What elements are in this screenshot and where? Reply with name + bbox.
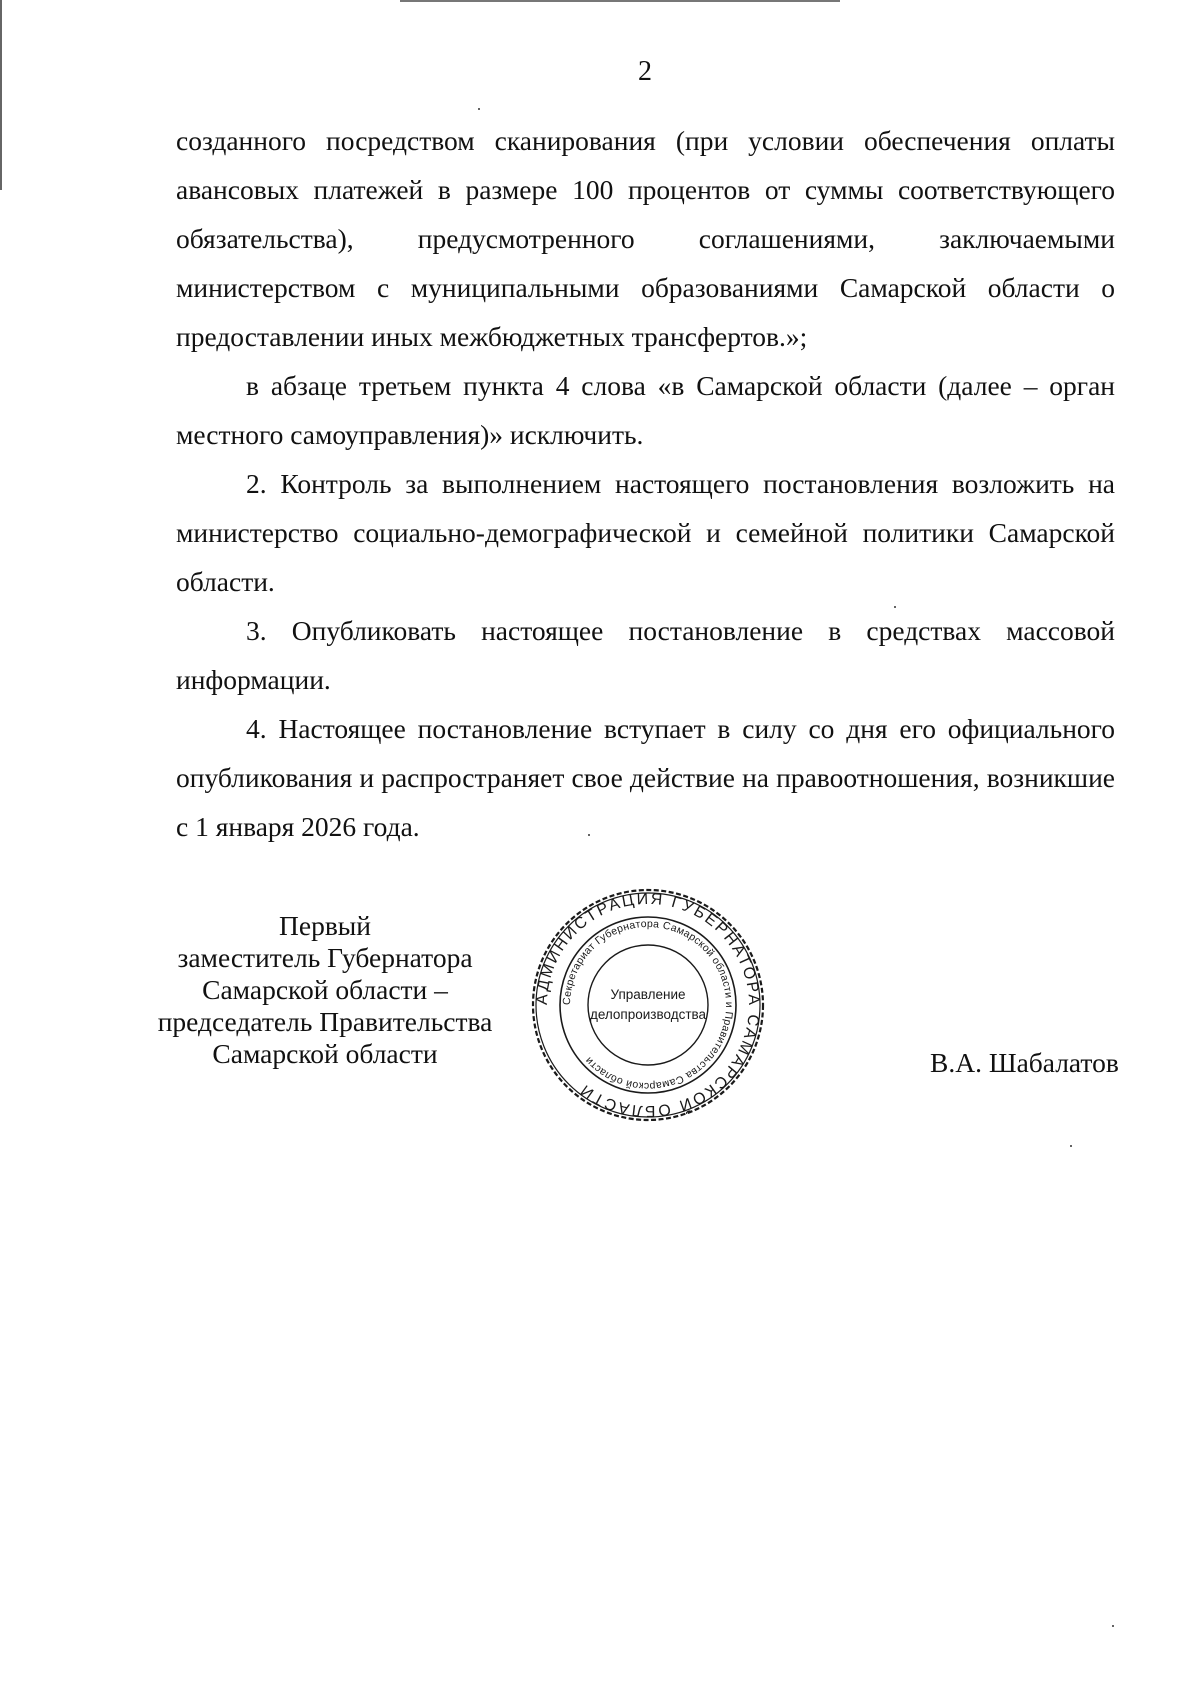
paragraph-control: 2. Контроль за выполнением настоящего постановления возложить на министерство социально-демографической и семейной политики Самарской области. (176, 468, 1115, 597)
position-line: Самарской области – (202, 974, 448, 1005)
official-seal (530, 887, 766, 1123)
page-number: 2 (638, 56, 652, 87)
seal-middle-ring (560, 917, 736, 1093)
seal-inner-ring (588, 945, 708, 1065)
position-line: председатель Правительства (157, 1006, 493, 1037)
scan-speck (588, 834, 590, 836)
position-line: заместитель Губернатора (177, 942, 473, 973)
paragraph-effective-date: 4. Настоящее постановление вступает в силу со дня его официального опубликования и распространяет свое действие на правоотношения, возникшие с 1 января 2026 года. (176, 713, 1115, 842)
paragraph-amendment: в абзаце третьем пункта 4 слова «в Самарской области (далее – орган местного самоуправления)» исключить. (176, 370, 1115, 450)
paragraph-continuation: созданного посредством сканирования (при условии обеспечения оплаты авансовых платежей в размере 100 процентов от суммы соответствующего обязательства), предусмотренного соглашениями, заключаемыми министерством с муниципальными образованиями Самарской области о предоставлении иных межбюджетных трансфертов.»; (176, 125, 1115, 352)
seal-center-line-2: делопроизводства (589, 1007, 707, 1022)
svg-text:Секретариат Губернатора Самарс (561, 918, 735, 1092)
position-line: Самарской области (212, 1038, 438, 1069)
scan-speck (1112, 1625, 1114, 1627)
scan-speck (478, 108, 480, 110)
position-line: Первый (279, 910, 371, 941)
seal-center-line-1: Управление (610, 987, 686, 1002)
seal-outer-text: АДМИНИСТРАЦИЯ ГУБЕРНАТОРА САМАРСКОЙ ОБЛАСТИ (533, 890, 763, 1120)
signer-name: В.А. Шабалатов (930, 1047, 1119, 1078)
scan-speck (894, 606, 896, 608)
signature-position (150, 910, 500, 1070)
document-body (176, 116, 1115, 851)
scan-speck (1070, 1145, 1072, 1147)
scan-edge-top (400, 0, 840, 2)
seal-inner-text: Секретариат Губернатора Самарской области и Правительства Самарской области (560, 917, 736, 1093)
scan-edge-left (0, 0, 2, 190)
paragraph-publication: 3. Опубликовать настоящее постановление в средствах массовой информации. (176, 615, 1115, 695)
